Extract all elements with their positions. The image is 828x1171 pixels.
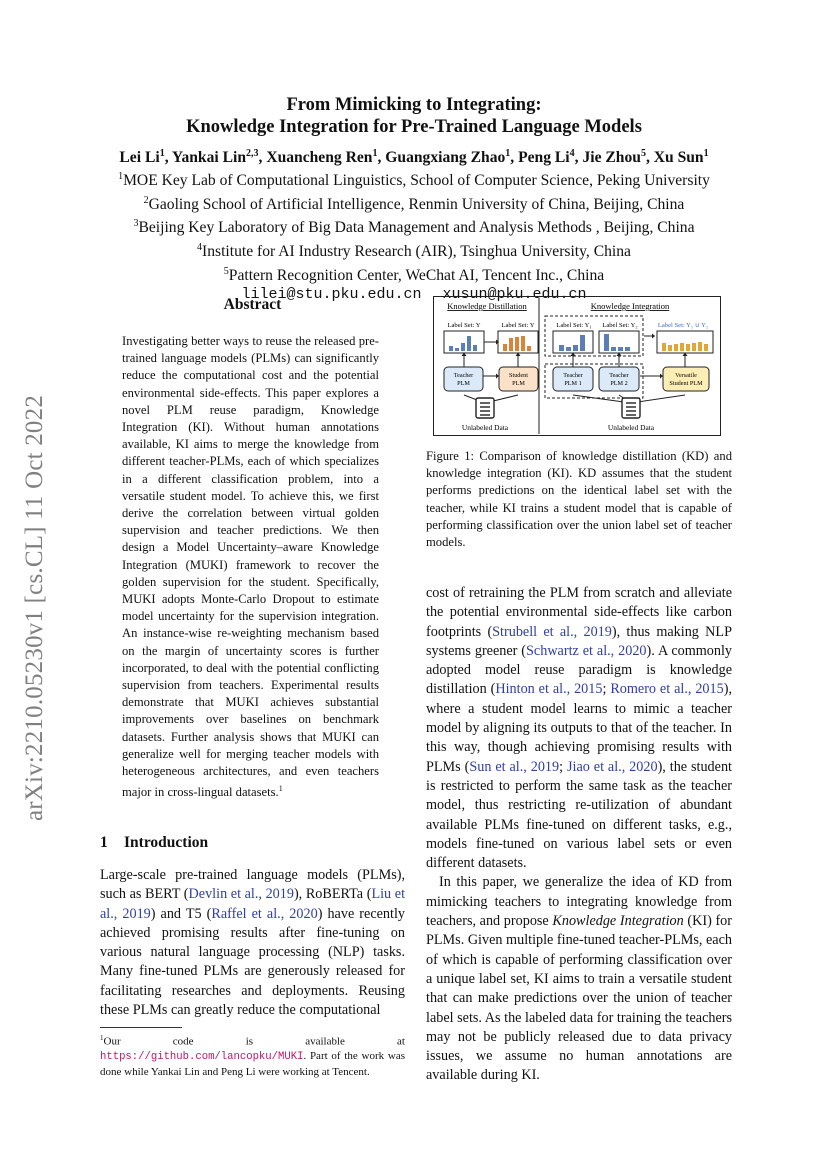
author-name: Yankai Lin xyxy=(171,149,247,167)
svg-text:Student PLM: Student PLM xyxy=(669,380,703,387)
citation-link[interactable]: Jiao et al., 2020 xyxy=(567,758,658,775)
affiliation-line: $^3$Beijing Key Laboratory of Big Data Management and Analysis Methods , Beijing, China xyxy=(133,218,695,237)
ki-teacher-plm-1 xyxy=(553,367,593,391)
author-name: Lei Li xyxy=(119,149,160,167)
author-affiliation-marker: 4 xyxy=(569,148,575,159)
author-affiliation-marker: 1 xyxy=(505,148,511,159)
paper-title: From Mimicking to Integrating: Knowledge Integration for Pre-Trained Language Models xyxy=(186,95,642,137)
footnote-rule xyxy=(100,1027,182,1028)
svg-text:Teacher: Teacher xyxy=(453,372,474,379)
abstract-heading: Abstract xyxy=(223,296,282,313)
citation-link[interactable]: Strubell et al., 2019 xyxy=(492,623,612,640)
ki-title: Knowledge Integration xyxy=(590,301,670,311)
kd-teacher-label-set: Label Set: Y xyxy=(447,322,481,329)
svg-text:PLM: PLM xyxy=(512,380,525,387)
author-name: Guangxiang Zhao xyxy=(385,149,506,167)
document-icon-right xyxy=(622,398,640,418)
author-affiliation-marker: 5 xyxy=(640,148,646,159)
intro-paragraph-1: Large-scale pre-trained language models (PLMs), such as BERT (Devlin et al., 2019), RoBERTa (Liu et al., 2019) and T5 (Raffel et al., 2020) have recently achieved promising results after fine-tuning on various natural language processing (NLP) tasks. Many fine-tuned PLMs are generously released for facilitating researches and deployments. Reusing these PLMs can greatly reduce the computational xyxy=(100,867,406,1019)
code-link[interactable]: https://github.com/lancopku/MUKI xyxy=(100,1051,304,1064)
kd-teacher-plm xyxy=(444,367,483,391)
affiliation-line: $^2$Gaoling School of Artificial Intelligence, Renmin University of China, Beijing, China xyxy=(143,194,685,213)
author-name: Xu Sun xyxy=(653,149,704,167)
ki-versatile-student-plm xyxy=(663,367,709,391)
svg-text:PLM 2: PLM 2 xyxy=(610,380,628,387)
author-affiliation-marker: 2,3 xyxy=(246,148,259,159)
author-affiliation-marker: 1 xyxy=(372,148,378,159)
affiliation-line: $^4$Institute for AI Industry Research (AIR), Tsinghua University, China xyxy=(197,241,631,261)
affiliation-list xyxy=(60,167,768,285)
figure-1-caption: Figure 1: Comparison of knowledge distillation (KD) and knowledge integration (KI). KD assumes that the student performs predictions on the identical label set with the teacher, while KI trains a student model that is capable of performing classification over the union label set of teacher models. xyxy=(426,449,732,550)
citation-link[interactable]: Devlin et al., 2019 xyxy=(188,886,294,903)
svg-text:PLM 1: PLM 1 xyxy=(564,380,582,387)
citation-link[interactable]: Raffel et al., 2020 xyxy=(211,905,318,922)
citation-link[interactable]: Liu et al., 2019 xyxy=(100,886,406,922)
citation-link[interactable]: Schwartz et al., 2020 xyxy=(526,642,647,659)
citation-link[interactable]: Sun et al., 2019 xyxy=(469,758,560,775)
affiliation-line: $^1$MOE Key Lab of Computational Linguistics, School of Computer Science, Peking University xyxy=(118,171,710,190)
section-heading-introduction: 1 Introduction xyxy=(100,834,209,851)
kd-title: Knowledge Distillation xyxy=(447,301,527,311)
author-list: Lei Li$^1$, Yankai Lin$^{2,3}$, Xuancheng Ren$^1$, Guangxiang Zhao$^1$, Peng Li$^4$, Jie Zhou$^5$, Xu Sun$^1$ xyxy=(119,148,709,167)
svg-text:Teacher: Teacher xyxy=(563,372,583,379)
abstract-body: Investigating better ways to reuse the released pre-trained language models (PLMs) can significantly reduce the computational cost and the potential environmental side-effects. This paper explores a novel PLM reuse paradigm, Knowledge Integration (KI). Without human annotations available, KI aims to merge the knowledge from different teacher-PLMs, each of which specializes in a different classification problem, into a versatile student model. To achieve this, we first derive the correlation between virtual golden supervision and teacher predictions. We then design a Model Uncertainty–aware Knowledge Integration (MUKI) framework to recover the golden supervision for the student. Specifically, MUKI adopts Monte-Carlo Dropout to estimate model uncertainty for the supervision integration. An instance-wise re-weighting mechanism based on the margin of uncertainty scores is further incorporated, to deal with the potential conflicting supervision from teachers. Experimental results demonstrate that MUKI achieves substantial improvements over baselines on benchmark datasets. Further analysis shows that MUKI can generalize well for merging teacher models with heterogeneous architectures, and even teachers major in cross-lingual datasets.$^1$ xyxy=(122,334,379,800)
intro-paragraph-1-cont: cost of retraining the PLM from scratch and alleviate the potential environmental side-effects like carbon footprints (Strubell et al., 2019), thus making NLP systems greener (Schwartz et al., 2020). A commonly adopted model reuse paradigm is knowledge distillation (Hinton et al., 2015; Romero et al., 2015), where a student model learns to mimic a teacher model by aligning its outputs to that of the teacher. In this way, though achieving promising results with PLMs (Sun et al., 2019; Jiao et al., 2020), the student is restricted to perform the same task as the teacher model, thus restricting re-utilization of abundant available PLMs fine-tuned on different tasks, e.g., models fine-tuned on various label sets or even different datasets. xyxy=(426,585,733,872)
kd-student-label-set: Label Set: Y xyxy=(501,322,535,329)
kd-student-plm xyxy=(499,367,538,391)
kd-unlabeled-data-label: Unlabeled Data xyxy=(461,423,509,432)
citation-link[interactable]: Hinton et al., 2015 xyxy=(495,681,603,698)
footnote-1: $^1$Our code is available at https://github.com/lancopku/MUKI. Part of the work was done while Yankai Lin and Peng Li were working at Tencent. xyxy=(100,1034,405,1078)
intro-right-column xyxy=(426,584,732,1086)
author-name: Xuancheng Ren xyxy=(266,149,373,167)
ki-unlabeled-data-label: Unlabeled Data xyxy=(607,423,655,432)
email-1[interactable]: lilei@stu.pku.edu.cn xyxy=(241,286,422,304)
svg-text:PLM: PLM xyxy=(457,380,470,387)
svg-text:Student: Student xyxy=(509,372,528,379)
author-affiliation-marker: 1 xyxy=(703,148,709,159)
author-name: Jie Zhou xyxy=(582,149,641,167)
svg-text:Teacher: Teacher xyxy=(609,372,629,379)
ki-teacher2-label-set: Label Set: Y₂ xyxy=(602,322,638,329)
footnote-marker[interactable]: 1 xyxy=(278,784,283,794)
document-icon-left xyxy=(476,398,494,418)
intro-left-column xyxy=(100,866,405,1020)
author-affiliation-marker: 1 xyxy=(159,148,165,159)
ki-teacher1-label-set: Label Set: Y₁ xyxy=(556,322,592,329)
citation-link[interactable]: Romero et al., 2015 xyxy=(610,681,724,698)
emphasis-text: Knowledge Integration xyxy=(552,913,684,930)
email-2[interactable]: xusun@pku.edu.cn xyxy=(442,286,587,304)
figure-1-diagram xyxy=(433,296,721,436)
ki-teacher-plm-2 xyxy=(599,367,639,391)
intro-paragraph-2: In this paper, we generalize the idea of KD from mimicking teachers to integrating knowledge from teachers, and propose Knowledge Integration (KI) for PLMs. Given multiple fine-tuned teacher-PLMs, each of which is capable of performing classification over a unique label set, KI aims to train a versatile student that can make predictions over the union of teacher label sets. As the labeled data for training the teachers may not be publicly released due to data privacy issues, we assume no human annotations are available during KI. xyxy=(426,874,732,1084)
affiliation-line: $^5$Pattern Recognition Center, WeChat AI, Tencent Inc., China xyxy=(223,265,605,284)
paper-header xyxy=(60,94,768,305)
svg-text:Versatile: Versatile xyxy=(675,372,697,379)
arxiv-identifier: arXiv:2210.05230v1 [cs.CL] 11 Oct 2022 xyxy=(21,394,48,822)
ki-student-label-set: Label Set: Y₁ ∪ Y₂ xyxy=(657,322,709,329)
author-name: Peng Li xyxy=(518,149,570,167)
